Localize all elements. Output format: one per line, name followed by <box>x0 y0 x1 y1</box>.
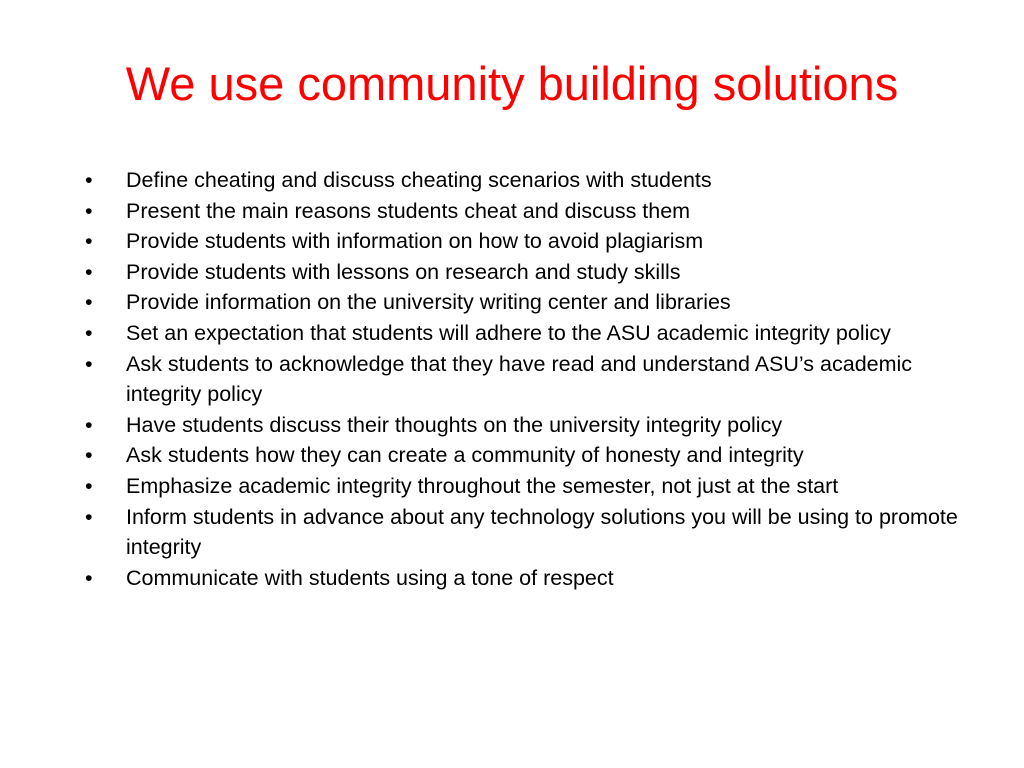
bullet-glyph: • <box>85 168 93 192</box>
bullet-text: Inform students in advance about any technology solutions you will be using to promote integrity <box>126 504 958 560</box>
bullet-item <box>0 440 1024 471</box>
bullet-glyph: • <box>85 290 93 315</box>
bullet-text: Ask students to acknowledge that they have read and understand ASU’s academic integrity policy <box>126 351 913 407</box>
bullet-text: Communicate with students using a tone of respect <box>126 565 614 590</box>
bullet-text: Present the main reasons students cheat and discuss them <box>126 198 691 223</box>
bullet-glyph: • <box>85 198 93 223</box>
bullet-glyph: • <box>85 351 93 376</box>
bullet-glyph: • <box>85 504 93 529</box>
bullet-text: Emphasize academic integrity throughout the semester, not just at the start <box>126 473 839 498</box>
bullet-glyph: • <box>85 473 93 498</box>
bullet-text: Have students discuss their thoughts on the university integrity policy <box>126 412 783 437</box>
bullet-glyph: • <box>85 565 93 590</box>
bullet-glyph: • <box>85 259 93 284</box>
bullet-item <box>0 287 1024 318</box>
slide-title: We use community building solutions <box>125 57 899 110</box>
bullet-item <box>0 471 1024 502</box>
bullet-item <box>0 318 1024 349</box>
bullet-text: Ask students how they can create a community of honesty and integrity <box>126 443 804 468</box>
bullet-item <box>0 349 1024 410</box>
bullet-item <box>0 257 1024 288</box>
bullet-list <box>0 165 1024 593</box>
bullet-glyph: • <box>85 229 93 254</box>
bullet-glyph: • <box>85 443 93 468</box>
bullet-glyph: • <box>85 320 93 345</box>
bullet-item <box>0 196 1024 227</box>
bullet-glyph: • <box>85 412 93 437</box>
bullet-item <box>0 502 1024 563</box>
bullet-text: Set an expectation that students will adhere to the ASU academic integrity policy <box>126 320 891 345</box>
bullet-item <box>0 165 1024 196</box>
bullet-item <box>0 563 1024 594</box>
bullet-text: Provide students with lessons on research and study skills <box>126 259 681 284</box>
bullet-item <box>0 410 1024 441</box>
bullet-text: Provide information on the university writing center and libraries <box>126 290 731 315</box>
bullet-text: Define cheating and discuss cheating scenarios with students <box>126 168 712 192</box>
bullet-text: Provide students with information on how to avoid plagiarism <box>126 229 704 254</box>
bullet-item <box>0 226 1024 257</box>
